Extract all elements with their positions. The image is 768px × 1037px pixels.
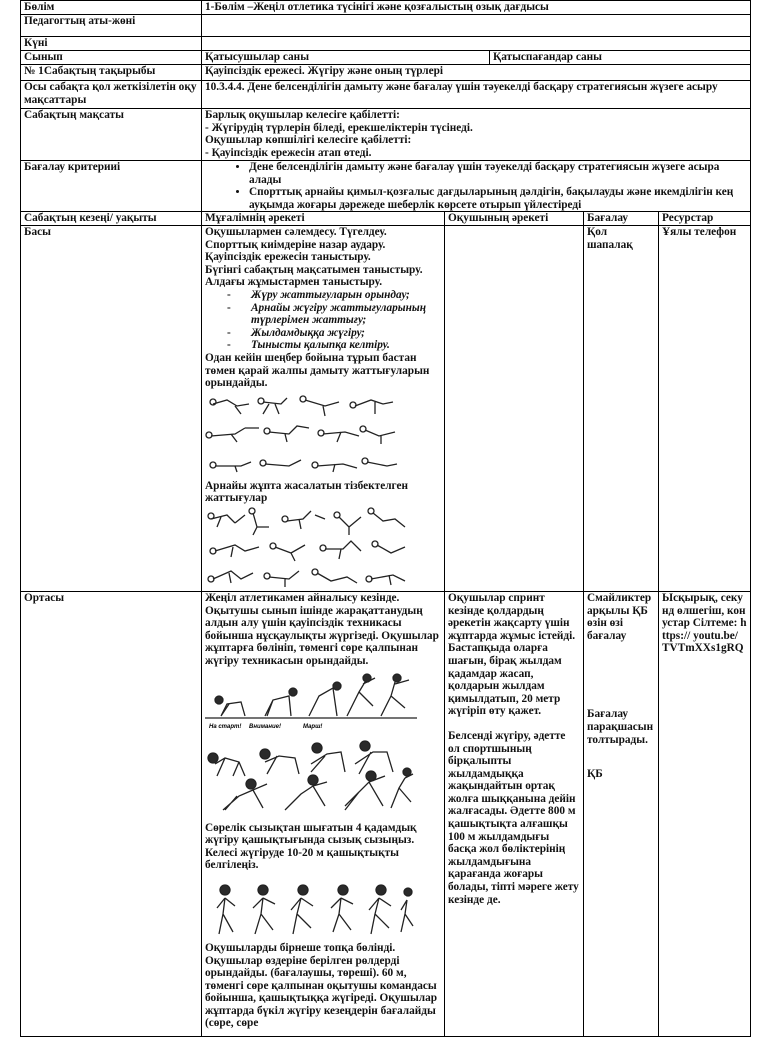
task-list bbox=[205, 289, 441, 352]
criteria-label: Бағалау критерииі bbox=[21, 161, 202, 212]
date-row bbox=[21, 37, 751, 51]
goal-line: - Жүгірудің түрлерін біледі, ерекшеліктерін түсінеді. bbox=[205, 121, 473, 134]
stage-middle-name: Ортасы bbox=[21, 591, 202, 1036]
date-label: Күні bbox=[21, 37, 202, 51]
lesson-plan-page bbox=[20, 0, 750, 1037]
goal-line: - Қауіпсіздік ережесін атап өтеді. bbox=[205, 146, 372, 159]
stage-middle-row bbox=[21, 591, 751, 1036]
teacher-line: Қауіпсіздік ережесін таныстыру. bbox=[205, 251, 371, 264]
section-row bbox=[21, 1, 751, 15]
teacher-paragraph: Оқушыларды бірнеше топқа бөлінді. Оқушылар өздеріне берілген рөлдерді орындайды. (бағалаушы, төреші). 60 м, төменгі сөре қалпынан оқытушы командасы бойынша, қашықтыққа жүгіреді. Оқушылар жұптарда бүкіл жүгіру кезеңдерін бағалайды (сөре, сөре bbox=[205, 941, 438, 1030]
lesson-goal-text bbox=[202, 109, 751, 161]
task-item: - Арнайы жүгіру жаттығуларының түрлерімен жаттығу; bbox=[227, 302, 441, 327]
teacher-line: Алдағы жұмыстармен таныстыру. bbox=[205, 276, 383, 289]
student-paragraph: Оқушылар спринт кезінде қолдардың әрекетін жақсарту үшін жұптарда жұмыс істейді. Бастапқыда оларға шағын, бірақ жылдам қадамдар жасап, қолдарын жылдам қимылдатып, 20 метр жүгіріп өту қажет. bbox=[448, 591, 576, 718]
assessment-paragraph: Бағалау парақшасын толтырады. bbox=[587, 708, 654, 746]
student-paragraph: Белсенді жүгіру, әдетте ол спортшының бірқалыпты жылдамдыққа жақындайтын ортақ жолға шыққанына дейін жалғасады. Әдетте 800 м қашықтықта алғашқы 100 м жылдамдығы басқа жол бөліктерінің жылдамдығына қарағанда жоғары болады, тіпті мәреге жету кезінде де. bbox=[448, 729, 579, 906]
lesson-goal-row bbox=[21, 109, 751, 161]
criteria-item: • Дене белсенділігін дамыту және бағалау үшін тәуекелді басқару стратегиясын жүзеге асыра алады bbox=[249, 161, 747, 186]
objectives-label: Осы сабақта қол жеткізілетін оқу мақсаттары bbox=[21, 81, 202, 109]
criteria-list-cell bbox=[202, 161, 751, 212]
teacher-paragraph: Сөрелік сызықтан шығатын 4 қадамдық жүгіру қашықтығында сызық сызыңыз. Келесі жүгіруде 10-20 м қашықтықты белгілеңіз. bbox=[205, 821, 417, 872]
task-item: - Жылдамдыққа жүгіру; bbox=[227, 327, 441, 340]
stage-middle-student bbox=[445, 591, 584, 1036]
resources-text: Ысқырық, секунд өлшегіш, конустар Сілтеме: https:// youtu.be/ TVTmXXs1gRQ bbox=[662, 591, 747, 655]
goal-line: Оқушылар көпшілігі келесіге қабілетті: bbox=[205, 134, 412, 147]
goal-line: Барлық оқушылар келесіге қабілетті: bbox=[205, 109, 400, 121]
start-label-ready: На старт! bbox=[209, 723, 242, 730]
assessment-paragraph: Смайликтер арқылы ҚБ өзін өзі бағалау bbox=[587, 591, 652, 642]
topic-row bbox=[21, 65, 751, 81]
teacher-line: Оқушылармен сәлемдесу. Түгелдеу. bbox=[205, 225, 387, 238]
objectives-row bbox=[21, 81, 751, 109]
start-label-go: Марш! bbox=[303, 723, 323, 730]
warmup-text: Одан кейін шеңбер бойына тұрып бастан төмен қарай жалпы дамыту жаттығуларын орындайды. bbox=[205, 351, 430, 390]
teacher-name-label: Педагогтың аты-жөні bbox=[21, 15, 202, 37]
section-label: Бөлім bbox=[21, 1, 202, 15]
stage-start-row bbox=[21, 225, 751, 591]
criteria-item: • Спорттық арнайы қимыл-қозғалыс дағдыларының дәлдігін, бақылауды және икемділігін кең ауқымда жоғары дәрежеде шеберлік көрсете отырып үйлестіреді bbox=[249, 186, 747, 211]
class-label: Сынып bbox=[21, 51, 202, 65]
lesson-goal-label: Сабақтың мақсаты bbox=[21, 109, 202, 161]
objectives-value: 10.3.4.4. Дене белсенділігін дамыту және бағалау үшін тәуекелді басқару стратегиясын жүзеге асыру bbox=[202, 81, 751, 109]
pair-exercises-figure bbox=[205, 507, 415, 589]
low-start-figure bbox=[205, 670, 417, 732]
task-item: - Жүру жаттығуларын орындау; bbox=[227, 289, 441, 302]
criteria-row bbox=[21, 161, 751, 212]
stage-start-name: Басы bbox=[21, 225, 202, 591]
col-teacher-header: Мұғалімнің әрекеті bbox=[202, 212, 445, 226]
stage-middle-assessment bbox=[584, 591, 659, 1036]
absent-label: Қатыспағандар саны bbox=[490, 51, 751, 65]
col-stage-header: Сабақтың кезеңі/ уақыты bbox=[21, 212, 202, 226]
col-resources-header: Ресурстар bbox=[659, 212, 751, 226]
stage-start-resources: Ұялы телефон bbox=[659, 225, 751, 591]
stage-start-assessment: Қол шапалақ bbox=[584, 225, 659, 591]
stage-start-student bbox=[445, 225, 584, 591]
section-value: 1-Бөлім –Жеңіл отлетика түсінігі және қозғалыстың озық дағдысы bbox=[202, 1, 751, 15]
class-row bbox=[21, 51, 751, 65]
topic-value: Қауіпсіздік ережесі. Жүгіру және оның түрлері bbox=[202, 65, 751, 81]
teacher-line: Спорттық киімдеріне назар аудару. bbox=[205, 238, 386, 251]
start-label-set: Внимание! bbox=[249, 723, 282, 730]
teacher-name-row bbox=[21, 15, 751, 37]
date-value[interactable] bbox=[202, 37, 751, 51]
lesson-plan-table bbox=[20, 0, 751, 1037]
warmup-exercises-figure bbox=[205, 392, 405, 478]
stage-middle-resources bbox=[659, 591, 751, 1036]
col-assessment-header: Бағалау bbox=[584, 212, 659, 226]
teacher-name-value[interactable] bbox=[202, 15, 751, 37]
criteria-list bbox=[205, 161, 747, 211]
column-header-row bbox=[21, 212, 751, 226]
participants-label: Қатысушылар саны bbox=[202, 51, 490, 65]
assessment-paragraph: ҚБ bbox=[587, 768, 603, 781]
stage-start-teacher bbox=[202, 225, 445, 591]
col-student-header: Оқушының әрекеті bbox=[445, 212, 584, 226]
topic-label: № 1Сабақтың тақырыбы bbox=[21, 65, 202, 81]
running-phases-figure bbox=[205, 874, 417, 940]
stage-middle-teacher bbox=[202, 591, 445, 1036]
pair-exercises-caption: Арнайы жұпта жасалатын тізбектелген жаттығулар bbox=[205, 479, 409, 505]
sprint-start-sequence-figure bbox=[205, 734, 417, 820]
teacher-line: Бүгінгі сабақтың мақсатымен таныстыру. bbox=[205, 263, 423, 276]
teacher-paragraph: Жеңіл атлетикамен айналысу кезінде. Оқытушы сынып ішінде жарақаттанудың алдын алу үшін қауіпсіздік техникасы бойынша нұсқаулықты жүргізеді. Оқушылар жұптарға бөлініп, төменгі сөре қалпынан жүгіру техникасын орындайды. bbox=[205, 591, 439, 667]
task-item: - Тынысты қалыпқа келтіру. bbox=[227, 339, 441, 352]
